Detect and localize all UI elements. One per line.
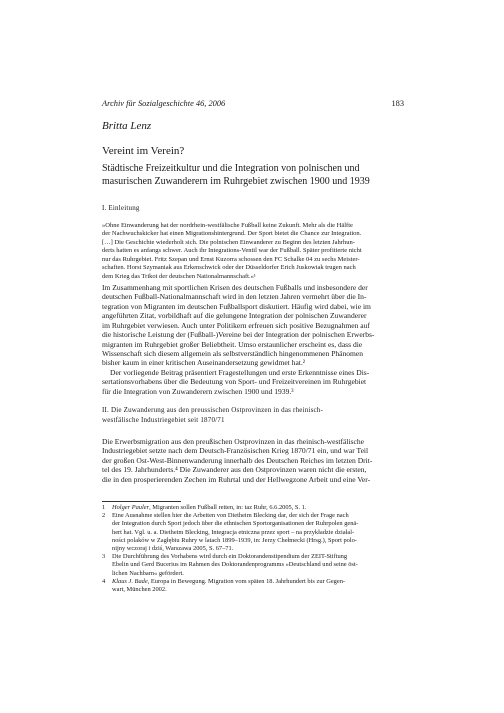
body-line: der großen Ost-West-Binnenwanderung innerhalb des Deutschen Reiches im letzten Drit- (102, 455, 373, 465)
quote-line: der Nachwuchskicker hat einen Migrationshintergrund. Der Sport bietet die Chance zur Integration. (102, 230, 362, 238)
footnote (102, 553, 404, 578)
section-heading-line: II. Die Zuwanderung aus den preussischen Ostprovinzen in das rheinisch- (102, 406, 324, 414)
footnote-number: 4 (102, 577, 106, 585)
footnote-number: 3 (102, 553, 106, 561)
footnote (102, 504, 404, 512)
footnote-separator (102, 501, 181, 502)
body-line: Der vorliegende Beitrag präsentiert Fragestellungen und erste Erkenntnisse eines Dis- (110, 367, 370, 377)
body-line: sertationsvorhabens über die Bedeutung von Sport- und Freizeitvereinen im Ruhrgebiet (102, 377, 367, 387)
quote-line: »Ohne Einwanderung hat der nordrhein-westfälische Fußball keine Zukunft. Mehr als die Hälfte (102, 222, 353, 229)
journal-title: Archiv für Sozialgeschichte 46, 2006 (102, 99, 226, 108)
footnote-line: wart, München 2002. (112, 586, 167, 594)
body-line: bisher kaum in einer kritischen Auseinandersetzung gewidmet hat.² (102, 358, 306, 368)
quote-line: nur das Ruhrgebiet. Fritz Szepan und Ernst Kuzorra schossen den FC Schalke 04 zu sechs Meister- (102, 255, 360, 263)
footnote (102, 512, 404, 553)
body-line: die historische Leistung der (Fußball-)Vereine bei der Integration der polnischen Erwerbs- (102, 330, 375, 340)
footnote (102, 578, 404, 594)
body-text-migration (102, 437, 404, 484)
footnote-line: Eine Ausnahme stellen hier die Arbeiten von Dietheim Blecking dar, der sich der Frage nach (112, 512, 349, 520)
running-header (102, 99, 404, 108)
footnote-number: 1 (102, 504, 106, 511)
quote-line: […] Die Geschichte wiederholt sich. Die polnischen Einwanderer zu Beginn des letzten Jahrhun- (102, 238, 355, 246)
body-line: Im Zusammenhang mit sportlichen Krisen des deutschen Fußballs und insbesondere der (102, 283, 368, 292)
body-line: Wissenschaft sich diesem allgemein als selbstverständlich hingenommenen Phänomen (102, 348, 364, 358)
body-line: deutschen Fußball-Nationalmannschaft wird in den letzten Jahren vermehrt über die In- (102, 292, 367, 302)
body-line: angeführten Zitat, vorbildhaft auf die gelungene Integration der polnischen Zuwanderer (102, 311, 367, 321)
body-text-intro (102, 283, 404, 396)
footnote-line: hert hat. Vgl. u. a. Dietheim Blecking, Integracja etniczna przez sport – na przykładzie działal- (112, 528, 355, 536)
page-number: 183 (391, 99, 404, 108)
section-heading-line: westfälische Industriegebiet seit 1870/71 (102, 415, 225, 424)
footnote-number: 2 (102, 512, 106, 520)
footnote-line: , Europa in Bewegung. Migration vom späten 18. Jahrhundert bis zur Gegen- (147, 577, 346, 585)
footnote-author: Holger Pauler (112, 504, 150, 511)
quote-line: dem Krieg das Trikot der deutschen Nationalmannschaft.«¹ (102, 272, 256, 280)
quote-line: schaften. Horst Szymaniak aus Erkenschwick oder der Düsseldorfer Erich Juskowiak trugen nach (102, 264, 356, 272)
footnote-line: , Migranten sollen Fußball retten, in: taz Ruhr, 6.6.2005, S. 1. (149, 504, 307, 511)
body-line: die in den prosperierenden Zechen im Ruhrtal und der Hellwegzone Arbeit und eine Ver- (102, 474, 371, 484)
article-title: Vereint im Verein? (102, 145, 185, 157)
footnote-line: der Integration durch Sport jedoch über die ethnischen Sportorganisationen der Ruhrpolen genä- (112, 520, 359, 528)
body-line: für die Integration von Zuwanderern zwischen 1900 und 1939.³ (102, 386, 294, 396)
body-line: migranten im Ruhrgebiet großer Beliebtheit. Umso erstaunlicher erscheint es, dass die (102, 339, 363, 349)
footnote-line: lichen Nachbarn« gefördert. (112, 569, 184, 577)
footnote-line: nijny wczoraj i dziś, Warszawa 2005, S. 67–71. (112, 545, 234, 553)
body-line: tegration von Migranten im deutschen Fußballsport diskutiert. Häufig wird dabei, wie im (102, 301, 371, 311)
footnote-line: ności polaków w Zagłębiu Ruhry w latach 1899–1939, in: Jerzy Chełmecki (Hrsg.), Sport polo- (112, 536, 357, 544)
body-line: Die Erwerbsmigration aus den preußischen Ostprovinzen in das rheinisch-westfälische (102, 437, 364, 446)
article-author: Britta Lenz (102, 120, 152, 132)
article-subtitle: Städtische Freizeitkultur und die Integration von polnischen und masurischen Zuwanderern im Ruhrgebiet zwischen 1900 und 1939 (102, 163, 370, 187)
body-line: tel des 19. Jahrhunderts.⁴ Die Zuwanderer aus den Ostprovinzen waren nicht die ersten, (102, 465, 367, 475)
body-line: Industriegebiet setzte nach dem Deutsch-Französischen Krieg 1870/71 ein, und war Teil (102, 446, 369, 456)
footnote-line: Die Durchführung des Vorhabens wird durch ein Doktorandenstipendium der ZEIT-Stiftung (112, 553, 348, 561)
section-heading-1: I. Einleitung (102, 204, 140, 212)
epigraph-quote (102, 222, 404, 281)
body-line: im Ruhrgebiet verwiesen. Auch unter Politikern erfreuen sich positive Bezugnahmen auf (102, 320, 370, 330)
footnotes (102, 504, 404, 594)
footnote-author: Klaus J. Bade (112, 577, 148, 585)
section-heading-2 (102, 406, 404, 426)
footnote-line: Ebelin und Gerd Bucerius im Rahmen des Doktorandenprogramms »Deutschland und seine öst- (112, 561, 358, 569)
quote-line: derts hatten es anfangs schwer. Auch ihr Integrations-Ventil war der Fußball. Später profitierte nicht (102, 247, 362, 255)
